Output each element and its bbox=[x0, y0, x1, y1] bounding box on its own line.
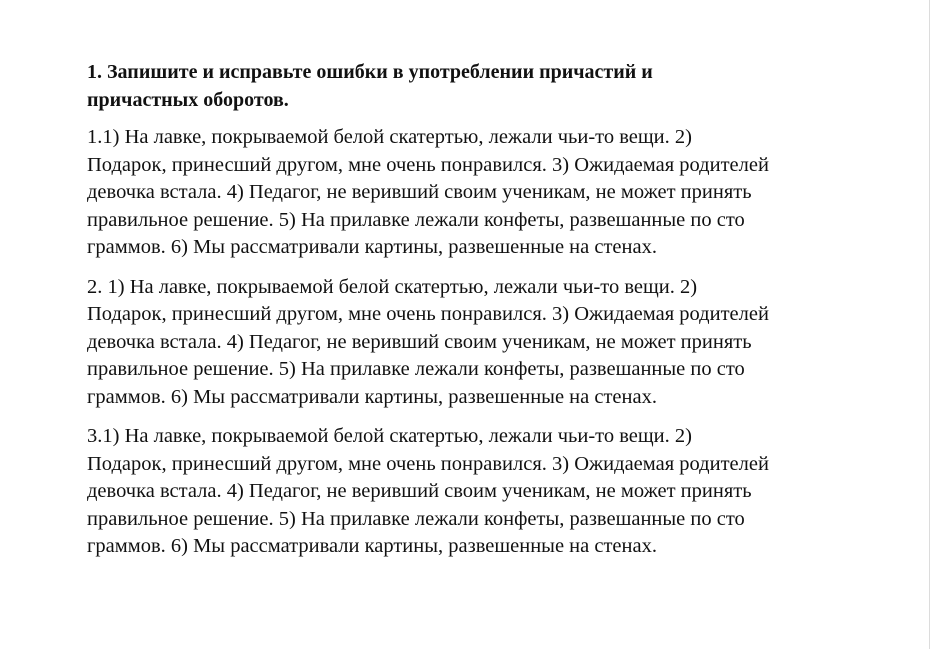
task-heading: 1. Запишите и исправьте ошибки в употреблении причастий и причастных оборотов. bbox=[87, 61, 653, 111]
exercise-paragraph-1: 1.1) На лавке, покрываемой белой скатертью, лежали чьи-то вещи. 2) Подарок, принесший другом, мне очень понравился. 3) Ожидаемая родителей девочка встала. 4) Педагог, не веривший своим ученикам, не может принять правильное решение. 5) На прилавке лежали конфеты, развешанные по сто граммов. 6) Мы рассматривали картины, развешенные на стенах. bbox=[87, 126, 769, 258]
exercise-paragraph-3: 3.1) На лавке, покрываемой белой скатертью, лежали чьи-то вещи. 2) Подарок, принесший другом, мне очень понравился. 3) Ожидаемая родителей девочка встала. 4) Педагог, не веривший своим ученикам, не может принять правильное решение. 5) На прилавке лежали конфеты, развешанные по сто граммов. 6) Мы рассматривали картины, развешенные на стенах. bbox=[87, 425, 769, 557]
exercise-paragraph-2: 2. 1) На лавке, покрываемой белой скатертью, лежали чьи-то вещи. 2) Подарок, принесший другом, мне очень понравился. 3) Ожидаемая родителей девочка встала. 4) Педагог, не веривший своим ученикам, не может принять правильное решение. 5) На прилавке лежали конфеты, развешанные по сто граммов. 6) Мы рассматривали картины, развешенные на стенах. bbox=[87, 275, 769, 408]
page-edge-divider bbox=[929, 0, 930, 649]
document-body bbox=[87, 58, 877, 573]
